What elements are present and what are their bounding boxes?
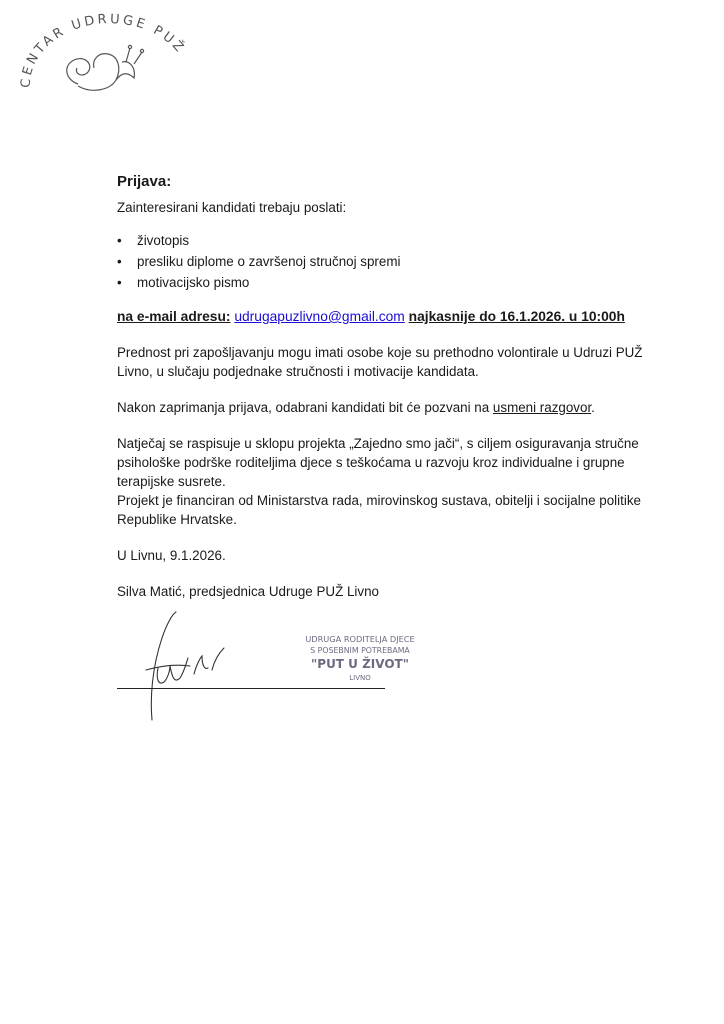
email-deadline-line	[117, 307, 677, 326]
signature-line	[117, 688, 385, 689]
bullet-icon: •	[117, 233, 122, 248]
bullet-icon: •	[117, 275, 122, 290]
interview-end: .	[591, 400, 595, 415]
intro-text: Zainteresirani kandidati trebaju poslati:	[117, 200, 347, 215]
stamp-line-1: UDRUGA RODITELJA DJECE	[305, 634, 415, 644]
place-date: U Livnu, 9.1.2026.	[117, 548, 226, 563]
priority-paragraph: Prednost pri zapošljavanju mogu imati osobe koje su prethodno volontirale u Udruzi PUŽ Livno, u slučaju podjednake stručnosti i motivacije kandidata.	[117, 345, 643, 379]
handwritten-signature	[110, 608, 240, 726]
email-prefix: na e-mail adresu:	[117, 309, 231, 324]
deadline-text: najkasnije do 16.1.2026. u 10:00h	[408, 309, 625, 324]
list-item-text: presliku diplome o završenoj stručnoj spremi	[137, 254, 401, 269]
list-item	[117, 252, 677, 271]
required-documents-list	[117, 231, 677, 292]
signatory: Silva Matić, predsjednica Udruge PUŽ Livno	[117, 584, 379, 599]
snail-icon	[67, 45, 144, 90]
page-title: Prijava:	[117, 173, 172, 190]
email-link[interactable]: udrugapuzlivno@gmail.com	[234, 309, 405, 324]
logo-text-path: CENTAR UDRUGE PUŽ	[18, 11, 188, 89]
list-item	[117, 273, 677, 292]
list-item-text: životopis	[137, 233, 190, 248]
stamp-line-3: "PUT U ŽIVOT"	[311, 657, 409, 671]
funding-paragraph: Projekt je financiran od Ministarstva rada, mirovinskog sustava, obitelji i socijalne politike Republike Hrvatske.	[117, 493, 641, 527]
interview-text: Nakon zaprimanja prijava, odabrani kandidati bit će pozvani na	[117, 400, 490, 415]
document-body	[117, 172, 677, 601]
list-item	[117, 231, 677, 250]
stamp-line-2: S POSEBNIM POTREBAMA	[310, 646, 410, 655]
interview-link: usmeni razgovor	[492, 400, 592, 415]
logo-text	[19, 12, 189, 88]
interview-paragraph	[117, 398, 677, 417]
project-paragraph: Natječaj se raspisuje u sklopu projekta „Zajedno smo jači“, s ciljem osiguravanja stručne psihološke podrške roditeljima djece s teškoćama u razvoju kroz individualne i grupne terapijske susrete.	[117, 436, 639, 489]
association-stamp	[290, 632, 430, 688]
stamp-line-4: LIVNO	[349, 674, 371, 682]
list-item-text: motivacijsko pismo	[137, 275, 250, 290]
bullet-icon: •	[117, 254, 122, 269]
centar-udruge-puz-logo	[18, 6, 198, 116]
